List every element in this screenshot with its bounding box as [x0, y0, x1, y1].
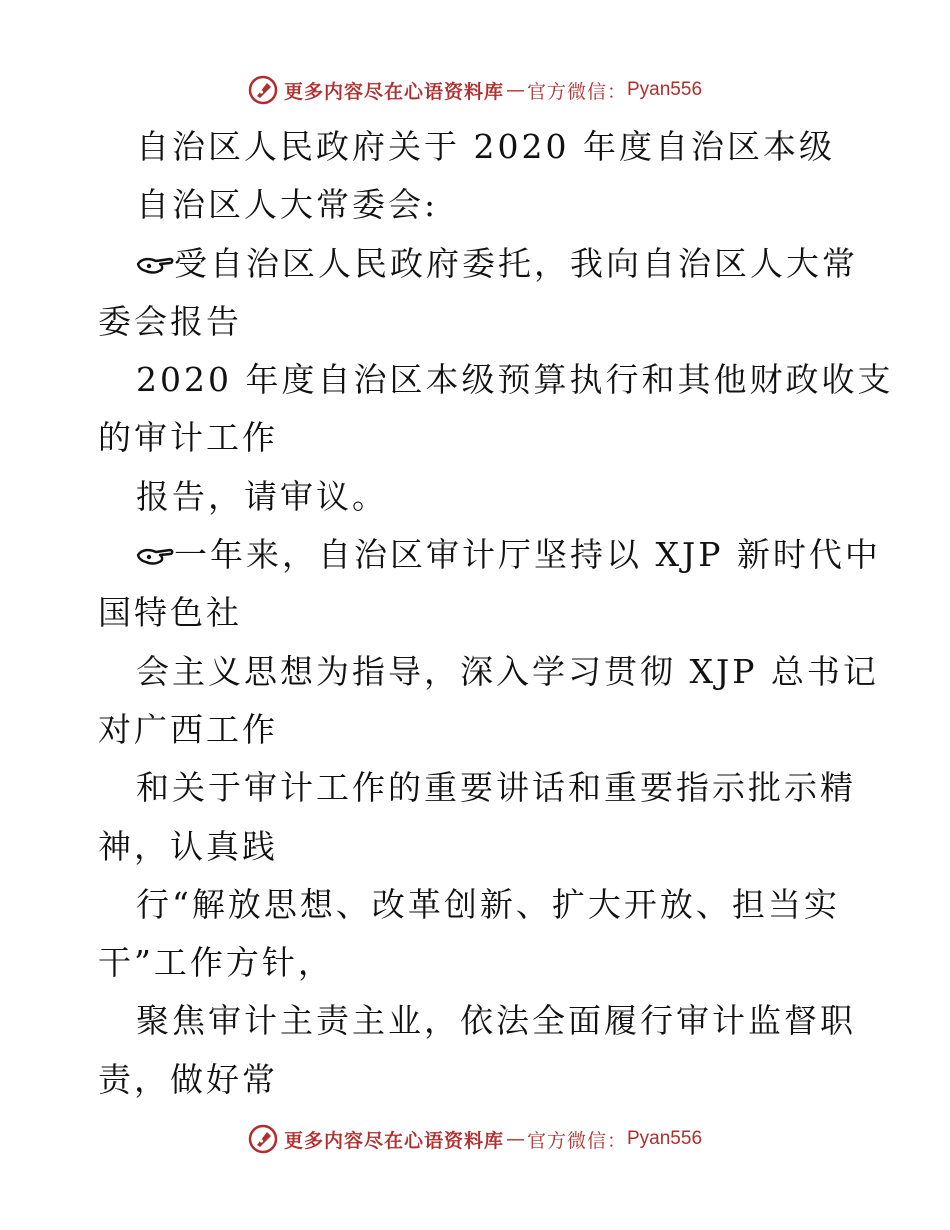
paragraph-line-text: 行“解放思想、改革创新、扩大开放、担当实: [136, 884, 840, 924]
paragraph-line: [98, 643, 879, 701]
paragraph-line-text: 聚焦审计主责主业，依法全面履行审计监督职: [136, 1001, 856, 1041]
paragraph-line-text: 受自治区人民政府委托，我向自治区人大常: [174, 243, 858, 283]
paragraph-line: [98, 818, 848, 876]
paragraph-line-text: 国特色社: [98, 593, 242, 633]
pen-nib-circle-icon: [248, 1124, 278, 1154]
paragraph-line: [98, 351, 894, 409]
paragraph-line: [98, 1051, 848, 1109]
paragraph-line-text: 报告，请审议。: [136, 476, 388, 516]
paragraph-line-text: 对广西工作: [98, 709, 278, 749]
paragraph-line: [98, 118, 848, 176]
banner-contact-label: 官方微信：: [526, 80, 627, 103]
banner-wechat-id: Pyan556: [627, 1128, 703, 1149]
paragraph-line-text: 干”工作方针，: [98, 943, 334, 983]
paragraph-line-text: 责，做好常: [98, 1059, 278, 1099]
banner-separator: —: [505, 1128, 525, 1150]
hand-pointer-bullet-icon: [136, 537, 174, 571]
banner-site-name: 更多内容尽在心语资料库: [283, 80, 504, 103]
paragraph-line-text: 委会报告: [98, 301, 242, 341]
paragraph-line: [98, 992, 856, 1050]
paragraph-line: [98, 409, 848, 467]
paragraph-line: [98, 584, 848, 642]
paragraph-line-text: 的审计工作: [98, 418, 278, 458]
paragraph-line: [98, 759, 856, 817]
paragraph-line-text: 和关于审计工作的重要讲话和重要指示批示精: [136, 768, 856, 808]
banner-wechat-id: Pyan556: [627, 79, 703, 100]
paragraph-line-text: 一年来，自治区审计厅坚持以 XJP 新时代中: [174, 535, 881, 575]
paragraph-line: [98, 701, 848, 759]
banner-separator: —: [505, 79, 525, 101]
paragraph-line-text: 神，认真践: [98, 826, 278, 866]
document-body: [98, 118, 894, 1109]
paragraph-line-text: 2020 年度自治区本级预算执行和其他财政收支: [136, 360, 894, 400]
paragraph-line-text: 自治区人民政府关于 2020 年度自治区本级: [136, 127, 835, 166]
hand-pointer-bullet-icon: [136, 246, 174, 280]
paragraph-line: [98, 468, 848, 526]
header-banner: [0, 70, 950, 110]
paragraph-line: [98, 293, 848, 351]
banner-site-name: 更多内容尽在心语资料库: [283, 1129, 504, 1152]
paragraph-line: [98, 526, 881, 584]
footer-banner: [0, 1119, 950, 1159]
paragraph-line: [98, 235, 858, 293]
pen-nib-circle-icon: [248, 75, 278, 105]
paragraph-line-text: 会主义思想为指导，深入学习贯彻 XJP 总书记: [136, 651, 879, 691]
paragraph-line: [98, 176, 848, 234]
paragraph-line: [98, 934, 848, 992]
paragraph-line-text: 自治区人大常委会:: [136, 185, 439, 225]
paragraph-line: [98, 876, 848, 934]
banner-contact-label: 官方微信：: [526, 1129, 627, 1152]
